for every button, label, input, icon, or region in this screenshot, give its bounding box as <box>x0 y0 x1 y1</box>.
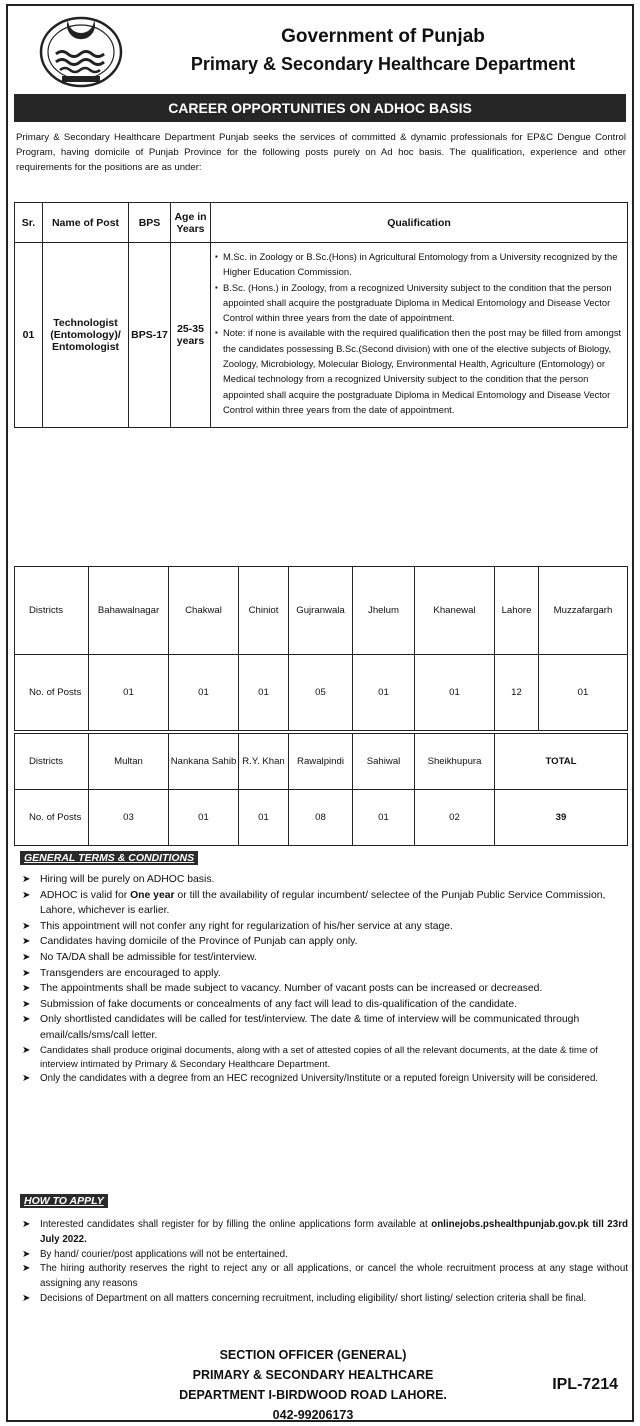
districts-label: Districts <box>15 567 89 655</box>
district-posts: 12 <box>495 655 539 731</box>
list-item: ➤ Only the candidates with a degree from an HEC recognized University/Institute or a reputed foreign University will be considered. <box>16 1072 628 1087</box>
qualification-item: ▪ M.Sc. in Zoology or B.Sc.(Hons) in Agricultural Entomology from a University recognized by the Higher Education Commission. <box>215 249 623 280</box>
footer <box>8 1342 632 1422</box>
ipl-number: IPL-7214 <box>552 1376 618 1393</box>
post-age: 25-35 years <box>171 243 211 428</box>
district-name: Khanewal <box>415 567 495 655</box>
header <box>8 6 632 92</box>
list-item: ➤ By hand/ courier/post applications will not be entertained. <box>16 1248 628 1263</box>
posts-label: No. of Posts <box>15 655 89 731</box>
arrow-bullet-icon: ➤ <box>22 1292 31 1304</box>
district-name: Chiniot <box>239 567 289 655</box>
arrow-bullet-icon: ➤ <box>22 920 31 932</box>
posts-row <box>15 790 628 846</box>
list-item: ➤ This appointment will not confer any right for regularization of his/her service at any stage. <box>16 919 628 935</box>
district-posts: 01 <box>539 655 628 731</box>
district-name: Bahawalnagar <box>89 567 169 655</box>
career-banner: CAREER OPPORTUNITIES ON ADHOC BASIS <box>14 94 626 122</box>
apply-list <box>16 1218 628 1307</box>
list-item: ➤ Submission of fake documents or concealments of any fact will lead to dis-qualification of the candidate. <box>16 997 628 1013</box>
list-item: ➤ Decisions of Department on all matters concerning recruitment, including eligibility/ short listing/ selection criteria shall be final. <box>16 1292 628 1307</box>
arrow-bullet-icon: ➤ <box>22 889 31 901</box>
district-posts: 03 <box>89 790 169 846</box>
post-sr: 01 <box>15 243 43 428</box>
district-name: Jhelum <box>353 567 415 655</box>
list-item: ➤ ADHOC is valid for One year or till the availability of regular incumbent/ selectee of the Punjab Public Service Commission, Lahore, whichever is earlier. <box>22 889 606 917</box>
list-item: ➤ Interested candidates shall register for by filling the online applications form available at onlinejobs.pshealthpunjab.gov.pk till 23rd July 2022. <box>22 1219 628 1245</box>
footer-phone: 042-99206173 <box>272 1408 354 1422</box>
district-name: Multan <box>89 734 169 790</box>
district-name: Lahore <box>495 567 539 655</box>
qualification-item: ▪ B.Sc. (Hons.) in Zoology, from a recognized University subject to the condition that the person appointed shall acquire the postgraduate Diploma in Medical Entomology and Disease Vector Control within three years from the date of appointment. <box>215 280 623 326</box>
list-item: ➤ Only shortlisted candidates will be called for test/interview. The date & time of interview will be communicated through email/calls/sms/call letter. <box>22 1014 580 1041</box>
terms-title: GENERAL TERMS & CONDITIONS <box>20 851 198 865</box>
district-name: Nankana Sahib <box>169 734 239 790</box>
posts-label: No. of Posts <box>15 790 89 846</box>
department-title: Primary & Secondary Healthcare Department <box>190 54 576 74</box>
post-bps: BPS-17 <box>129 243 171 428</box>
header-qualification: Qualification <box>211 203 628 243</box>
posts-table <box>14 202 628 428</box>
list-item: ➤ The hiring authority reserves the right to reject any or all applications, or cancel the whole recruitment process at any stage without assigning any reasons <box>22 1263 628 1290</box>
district-posts: 01 <box>239 655 289 731</box>
districts-table-1 <box>14 566 628 731</box>
district-posts: 02 <box>415 790 495 846</box>
list-item: ➤ The appointments shall be made subject to vacancy. Number of vacant posts can be increased or decreased. <box>16 981 628 997</box>
arrow-bullet-icon: ➤ <box>22 967 31 979</box>
districts-label: Districts <box>15 734 89 790</box>
list-item: ➤ Transgenders are encouraged to apply. <box>16 966 628 982</box>
list-item: ➤ No TA/DA shall be admissible for test/interview. <box>16 950 628 966</box>
district-name: Muzzafargarh <box>539 567 628 655</box>
districts-row <box>15 734 628 790</box>
arrow-bullet-icon: ➤ <box>22 874 31 885</box>
post-qualification <box>211 243 628 428</box>
terms-list <box>16 872 628 1086</box>
arrow-bullet-icon: ➤ <box>22 951 31 963</box>
post-name: Technologist (Entomology)/ Entomologist <box>43 243 129 428</box>
list-item: ➤ Candidates shall produce original documents, along with a set of attested copies of all the relevant documents, at the date & time of interview intimated by Primary & Secondary Healthcare Department. <box>22 1044 598 1070</box>
district-posts: 08 <box>289 790 353 846</box>
district-name: Gujranwala <box>289 567 353 655</box>
arrow-bullet-icon: ➤ <box>22 1263 31 1275</box>
section-officer: SECTION OFFICER (GENERAL) <box>219 1348 407 1362</box>
district-posts: 01 <box>169 790 239 846</box>
posts-row <box>15 655 628 731</box>
district-posts: 01 <box>239 790 289 846</box>
header-name-of-post: Name of Post <box>43 203 129 243</box>
district-posts: 01 <box>169 655 239 731</box>
footer-address: DEPARTMENT I-BIRDWOOD ROAD LAHORE. <box>179 1388 447 1402</box>
arrow-bullet-icon: ➤ <box>22 1072 31 1084</box>
government-title: Government of Punjab <box>281 26 485 47</box>
list-item: ➤ Candidates having domicile of the Province of Punjab can apply only. <box>16 934 628 950</box>
districts-row <box>15 567 628 655</box>
district-name: R.Y. Khan <box>239 734 289 790</box>
district-posts: 01 <box>353 655 415 731</box>
district-name: Chakwal <box>169 567 239 655</box>
list-item: ➤ Hiring will be purely on ADHOC basis. <box>16 872 628 888</box>
total-posts: 39 <box>495 790 628 846</box>
punjab-government-emblem-icon <box>38 12 124 88</box>
advertisement-page <box>6 4 634 1422</box>
apply-title: HOW TO APPLY <box>20 1194 108 1208</box>
header-sr: Sr. <box>15 203 43 243</box>
district-posts: 01 <box>415 655 495 731</box>
district-name: Rawalpindi <box>289 734 353 790</box>
footer-department: PRIMARY & SECONDARY HEALTHCARE <box>192 1368 434 1382</box>
header-age: Age in Years <box>171 203 211 243</box>
arrow-bullet-icon: ➤ <box>22 998 31 1010</box>
arrow-bullet-icon: ➤ <box>22 1014 31 1026</box>
arrow-bullet-icon: ➤ <box>22 1219 31 1230</box>
qualification-item: ▪ Note: if none is available with the required qualification then the post may be filled from amongst the candidates possessing B.Sc.(Second division) with one of the elective subjects of Biology, Zoology, Microbiology, Molecular Biology, Environmental Health, Agriculture (Entomology) or Medical technology from a recognized University subject to the condition that the person appointed shall acquire the postgraduate Diploma in Medical Entomology and Disease Vector Control within three years from the date of appointment. <box>215 325 623 417</box>
district-name: Sheikhupura <box>415 734 495 790</box>
arrow-bullet-icon: ➤ <box>22 1248 31 1260</box>
posts-table-header <box>15 203 628 243</box>
arrow-bullet-icon: ➤ <box>22 983 31 995</box>
arrow-bullet-icon: ➤ <box>22 936 31 948</box>
districts-table-2 <box>14 733 628 846</box>
table-row <box>15 243 628 428</box>
district-posts: 01 <box>89 655 169 731</box>
district-posts: 01 <box>353 790 415 846</box>
intro-paragraph: Primary & Secondary Healthcare Department Punjab seeks the services of committed & dynamic professionals for EP&C Dengue Control Program, having domicile of Punjab Province for the following posts purely on Ad hoc basis. The qualification, experience and other requirements for the positions are as under: <box>16 132 626 173</box>
header-bps: BPS <box>129 203 171 243</box>
district-name: Sahiwal <box>353 734 415 790</box>
district-posts: 05 <box>289 655 353 731</box>
total-label: TOTAL <box>495 734 628 790</box>
arrow-bullet-icon: ➤ <box>22 1044 31 1056</box>
